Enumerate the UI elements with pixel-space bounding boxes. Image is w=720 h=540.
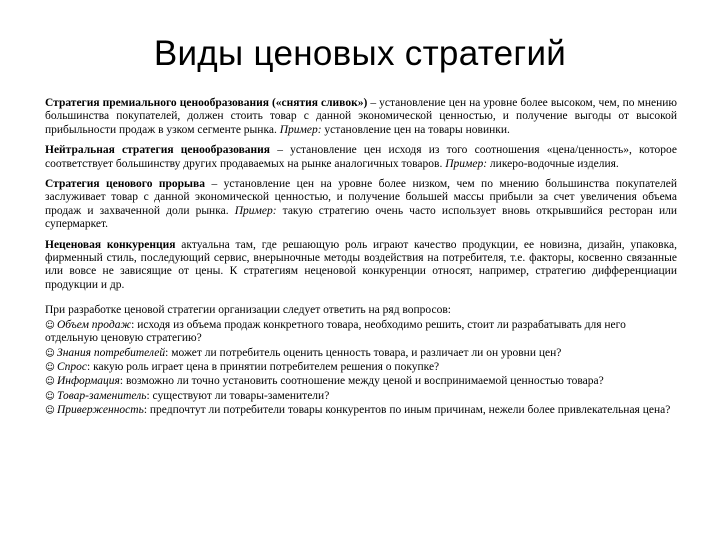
question-label: Товар-заменитель bbox=[57, 389, 147, 402]
strategy-paragraph bbox=[45, 144, 677, 171]
strategy-paragraph bbox=[45, 239, 677, 293]
question-item bbox=[45, 404, 677, 417]
strategy-description: актуальна там, где решающую роль играют качество продукции, ее новизна, дизайн, упаковка, фирменный стиль, последующий сервис, внерыночные методы воздействия на потребителя, т.е. факторы, косвенно связанные или вовсе не зависящие от цены. К стратегиям неценовой конкуренции относят, например, стратегию дифференциации продукции и др. bbox=[45, 238, 677, 291]
question-label: Приверженность bbox=[57, 404, 144, 417]
question-text: : предпочтут ли потребители товары конкурентов по иным причинам, нежели более привлекательная цена? bbox=[143, 404, 671, 417]
strategy-term: Стратегия премиального ценообразования («снятия сливок») bbox=[45, 97, 368, 109]
example-text: такую стратегию очень часто использует вновь открывшийся ресторан или супермаркет. bbox=[45, 204, 677, 231]
question-item bbox=[45, 319, 677, 346]
question-label: Знания потребителей bbox=[57, 346, 166, 359]
smiley-bullet-icon: ☺ bbox=[45, 347, 55, 359]
smiley-bullet-icon: ☺ bbox=[45, 390, 55, 402]
question-text: : возможно ли точно установить соотношение между ценой и воспринимаемой ценностью товара? bbox=[119, 375, 604, 388]
strategy-term: Неценовая конкуренция bbox=[45, 238, 176, 251]
strategy-description: – установление цен на уровне более высоком, чем, по мнению большинства покупателей, должен стоить товар с данной экономической ценностью, и получение выгоды от высокой прибыльности продаж в узком сегменте рынка. bbox=[45, 97, 677, 136]
example-label: Пример: bbox=[234, 204, 277, 217]
question-label: Спрос bbox=[57, 360, 88, 373]
question-text: : исходя из объема продаж конкретного товара, необходимо решить, стоит ли разрабатывать для него отдельную ценовую стратегию? bbox=[45, 318, 626, 345]
question-label: Объем продаж bbox=[57, 318, 132, 331]
question-text: : какую роль играет цена в принятии потребителем решения о покупке? bbox=[87, 360, 440, 373]
strategy-description: – установление цен на уровне более низком, чем по мнению большинства покупателей заслуживает товар с данной экономической ценностью, и получение большей массы прибыли за счет увеличения объема продаж и захваченной доли рынка. bbox=[45, 178, 678, 217]
strategy-term: Стратегия ценового прорыва bbox=[45, 178, 206, 191]
question-item bbox=[45, 361, 677, 374]
questions-list bbox=[45, 319, 677, 418]
slide-title: Виды ценовых стратегий bbox=[153, 34, 567, 73]
question-label: Информация bbox=[57, 375, 120, 388]
questions-intro: При разработке ценовой стратегии организации следует ответить на ряд вопросов: bbox=[45, 304, 451, 317]
strategies-list bbox=[45, 97, 677, 292]
smiley-bullet-icon: ☺ bbox=[45, 319, 55, 331]
question-item bbox=[45, 347, 677, 360]
question-text: : может ли потребитель оценить ценность товара, и различает ли он уровни цен? bbox=[165, 346, 562, 359]
smiley-bullet-icon: ☺ bbox=[45, 405, 55, 417]
strategy-paragraph bbox=[45, 178, 677, 232]
slide-body bbox=[45, 97, 677, 419]
question-item bbox=[45, 390, 677, 403]
example-label: Пример: bbox=[445, 157, 488, 170]
example-label: Пример: bbox=[279, 123, 322, 136]
example-text: ликеро-водочные изделия. bbox=[487, 157, 619, 170]
question-item bbox=[45, 375, 677, 388]
strategy-description: – установление цен исходя из того соотношения «цена/ценность», которое соответствует большинству других продаваемых на рынке аналогичных товаров. bbox=[45, 144, 677, 170]
strategy-term: Нейтральная стратегия ценообразования bbox=[45, 144, 271, 157]
strategy-paragraph bbox=[45, 97, 677, 137]
smiley-bullet-icon: ☺ bbox=[45, 376, 55, 388]
example-text: установление цен на товары новинки. bbox=[321, 123, 510, 136]
question-text: : существуют ли товары-заменители? bbox=[146, 389, 330, 402]
smiley-bullet-icon: ☺ bbox=[45, 361, 55, 373]
